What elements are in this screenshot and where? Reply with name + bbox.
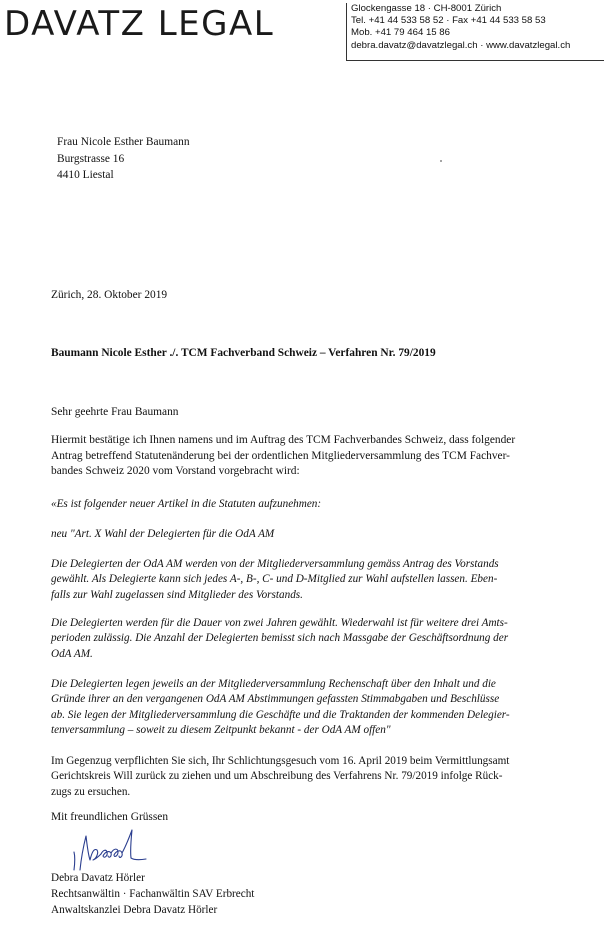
letter-date: Zürich, 28. Oktober 2019 [51, 289, 168, 301]
quote-paragraph-election [51, 557, 557, 603]
handwritten-signature [66, 826, 156, 872]
closing-line: Im Gegenzug verpflichten Sie sich, Ihr Schlichtungsgesuch vom 16. April 2019 beim Vermittlungsamt [51, 755, 510, 767]
sender-firm: Anwaltskanzlei Debra Davatz Hörler [51, 904, 218, 916]
salutation: Sehr geehrte Frau Baumann [51, 406, 179, 418]
intro-line: bandes Schweiz 2020 vom Vorstand vorgebracht wird: [51, 465, 300, 477]
letterhead-contact-block [346, 3, 604, 61]
quote-line: Die Delegierten der OdA AM werden von der Mitgliederversammlung gemäss Antrag des Vorstands [51, 558, 499, 570]
quote-line: tenversammlung – soweit zu diesem Zeitpunkt bekannt - der OdA AM offen" [51, 723, 391, 736]
contact-mobile: Mob. +41 79 464 15 86 [351, 27, 450, 39]
quote-line: OdA AM. [51, 647, 93, 660]
quote-line: Die Delegierten werden für die Dauer von zwei Jahren gewählt. Wiederwahl ist für weitere drei Amts- [51, 617, 508, 629]
contact-address: Glockengasse 18 · CH-8001 Zürich [351, 3, 502, 14]
quote-paragraph-accountability [51, 677, 557, 738]
closing-greeting: Mit freundlichen Grüssen [51, 811, 169, 823]
sender-block [51, 870, 254, 918]
intro-line: Antrag betreffend Statutenänderung bei der ordentlichen Mitgliederversammlung des TCM Fachver- [51, 449, 510, 462]
quote-line: ab. Sie legen der Mitgliederversammlung die Geschäfte und die Traktanden der kommenden Delegier- [51, 708, 510, 721]
sender-name: Debra Davatz Hörler [51, 872, 145, 884]
quote-line: falls zur Wahl zugelassen sind Mitglieder des Vorstands. [51, 588, 303, 601]
letter-subject: Baumann Nicole Esther ./. TCM Fachverband Schweiz – Verfahren Nr. 79/2019 [51, 347, 436, 359]
quote-intro: «Es ist folgender neuer Artikel in die Statuten aufzunehmen: [51, 498, 322, 510]
recipient-address [57, 134, 190, 184]
intro-paragraph [51, 433, 581, 480]
quote-line: Gründe ihrer an den vergangenen OdA AM Abstimmungen gefassten Stimmabgaben und Beschlüsse [51, 693, 500, 706]
contact-email-web: debra.davatz@davatzlegal.ch · www.davatzlegal.ch [351, 39, 571, 51]
intro-line: Hiermit bestätige ich Ihnen namens und im Auftrag des TCM Fachverbandes Schweiz, dass folgender [51, 434, 516, 446]
recipient-city: 4410 Liestal [57, 169, 114, 181]
scan-speck [440, 160, 442, 162]
sender-title: Rechtsanwältin · Fachanwältin SAV Erbrecht [51, 888, 255, 900]
quote-line: gewählt. Als Delegierte kann sich jedes A-, B-, C- und D-Mitglied zur Wahl aufstellen lassen. Eben- [51, 573, 498, 586]
quote-line: Die Delegierten legen jeweils an der Mitgliederversammlung Rechenschaft über den Inhalt und die [51, 678, 496, 690]
closing-line: zugs zu ersuchen. [51, 785, 131, 798]
quote-paragraph-term [51, 616, 557, 662]
contact-phone-fax: Tel. +41 44 533 58 52 · Fax +41 44 533 58 53 [351, 15, 546, 27]
recipient-name: Frau Nicole Esther Baumann [57, 136, 190, 148]
closing-paragraph [51, 754, 581, 800]
quote-article-heading: neu "Art. X Wahl der Delegierten für die OdA AM [51, 528, 275, 540]
closing-line: Gerichtskreis Will zurück zu ziehen und um Abschreibung des Verfahrens Nr. 79/2019 infolge Rück- [51, 770, 503, 783]
recipient-street: Burgstrasse 16 [57, 152, 125, 165]
quote-line: perioden zulässig. Die Anzahl der Delegierten bemisst sich nach Massgabe der Geschäftsordnung der [51, 632, 509, 645]
logo: DAVATZ LEGAL [4, 4, 275, 44]
